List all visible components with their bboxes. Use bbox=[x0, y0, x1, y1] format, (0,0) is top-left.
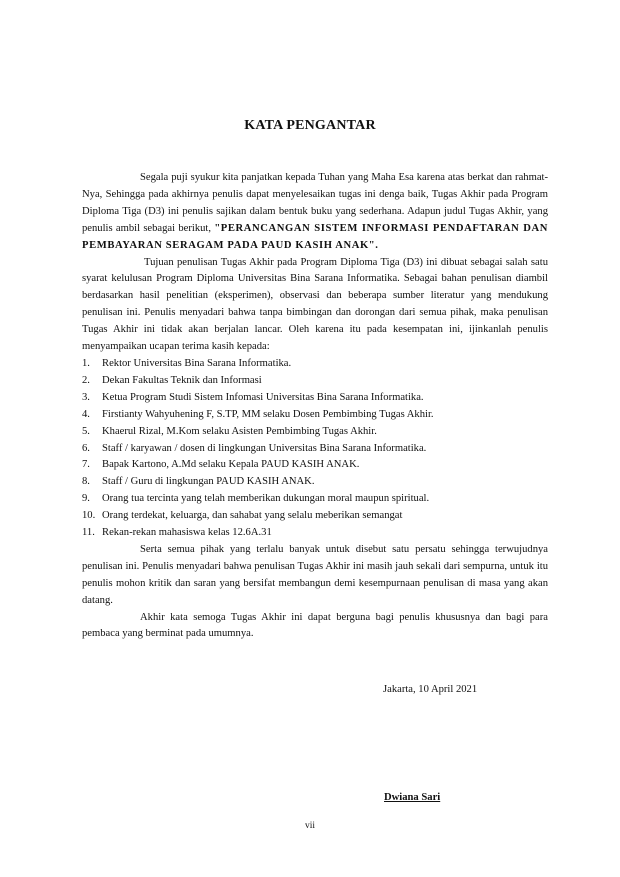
list-item-text: Staff / karyawan / dosen di lingkungan Universitas Bina Sarana Informatika. bbox=[102, 442, 427, 454]
paragraph-intro-text: Segala puji syukur kita panjatkan kepada Tuhan yang Maha Esa karena atas berkat dan rahmat-Nya, Sehingga pada akhirnya penulis dapat menyelesaikan tugas ini denga baik, Tugas Akhir pada Program Diploma Tiga (D3) ini penulis sajikan dalam bentuk buku yang sederhana. Adapun judul Tugas Akhir, yang penulis ambil sebagai berikut, bbox=[82, 172, 548, 234]
paragraph-closing: Serta semua pihak yang terlalu banyak untuk disebut satu persatu sehingga terwujudnya penulisan ini. Penulis menyadari bahwa penulisan Tugas Akhir ini masih jauh sekali dari sempurna, untuk itu penulis mohon kritik dan saran yang bersifat membangun demi kesempurnaan penulisan di masa yang akan datang. bbox=[82, 543, 548, 606]
list-item bbox=[82, 424, 548, 441]
list-item-text: Ketua Program Studi Sistem Infomasi Universitas Bina Sarana Informatika. bbox=[102, 391, 424, 403]
list-item bbox=[82, 474, 548, 491]
list-item-text: Orang tua tercinta yang telah memberikan dukungan moral maupun spiritual. bbox=[102, 493, 430, 505]
paragraph-purpose: Tujuan penulisan Tugas Akhir pada Program Diploma Tiga (D3) ini dibuat sebagai salah satu syarat kelulusan Program Diploma Universitas Bina Sarana Informatika. Sebagai bahan penulisan diambil berdasarkan hasil penelitian (eksperimen), observasi dan beberapa sumber literatur yang mendukung penulisan ini. Penulis menyadari bahwa tanpa bimbingan dan dorongan dari semua pihak, maka penulisan Tugas Akhir ini tidak akan berjalan lancar. Oleh karena itu pada kesempatan ini, ijinkanlah penulis menyampaikan ucapan terima kasih kepada: bbox=[82, 256, 548, 353]
paragraph-final: Akhir kata semoga Tugas Akhir ini dapat berguna bagi penulis khususnya dan bagi para pembaca yang berminat pada umumnya. bbox=[82, 611, 548, 640]
list-item-text: Staff / Guru di lingkungan PAUD KASIH ANAK. bbox=[102, 476, 315, 488]
author-name: Dwiana Sari bbox=[384, 792, 441, 803]
list-item-number: 3. bbox=[82, 391, 90, 403]
thesis-title: "PERANCANGAN SISTEM INFORMASI PENDAFTARAN DAN PEMBAYARAN SERAGAM PADA PAUD KASIH ANAK". bbox=[82, 222, 548, 251]
list-item bbox=[82, 491, 548, 508]
list-item-number: 5. bbox=[82, 425, 90, 437]
list-item-number: 8. bbox=[82, 476, 90, 488]
list-item-number: 10. bbox=[82, 510, 96, 522]
list-item-text: Rekan-rekan mahasiswa kelas 12.6A.31 bbox=[102, 527, 272, 539]
list-item-number: 1. bbox=[82, 357, 90, 369]
list-item-number: 6. bbox=[82, 442, 90, 454]
place-date: Jakarta, 10 April 2021 bbox=[383, 684, 478, 695]
list-item bbox=[82, 525, 548, 542]
list-item-number: 7. bbox=[82, 459, 90, 471]
list-item bbox=[82, 441, 548, 458]
list-item-text: Firstianty Wahyuhening F, S.TP, MM selaku Dosen Pembimbing Tugas Akhir. bbox=[102, 408, 434, 420]
list-item-text: Rektor Universitas Bina Sarana Informatika. bbox=[102, 357, 292, 369]
list-item-number: 9. bbox=[82, 493, 90, 505]
acknowledgement-list bbox=[82, 356, 548, 542]
list-item-number: 11. bbox=[82, 527, 95, 539]
list-item bbox=[82, 373, 548, 390]
list-item-text: Dekan Fakultas Teknik dan Informasi bbox=[102, 374, 262, 386]
list-item bbox=[82, 356, 548, 373]
page-number: vii bbox=[304, 821, 316, 831]
list-item bbox=[82, 508, 548, 525]
page-title: KATA PENGANTAR bbox=[244, 118, 376, 133]
list-item-text: Khaerul Rizal, M.Kom selaku Asisten Pembimbing Tugas Akhir. bbox=[102, 425, 377, 437]
list-item bbox=[82, 407, 548, 424]
list-item-text: Orang terdekat, keluarga, dan sahabat yang selalu meberikan semangat bbox=[102, 510, 403, 522]
document-body bbox=[82, 170, 548, 643]
list-item-number: 2. bbox=[82, 374, 90, 386]
list-item bbox=[82, 457, 548, 474]
list-item bbox=[82, 390, 548, 407]
list-item-number: 4. bbox=[82, 408, 90, 420]
list-item-text: Bapak Kartono, A.Md selaku Kepala PAUD KASIH ANAK. bbox=[102, 459, 360, 471]
paragraph-intro bbox=[82, 170, 548, 255]
